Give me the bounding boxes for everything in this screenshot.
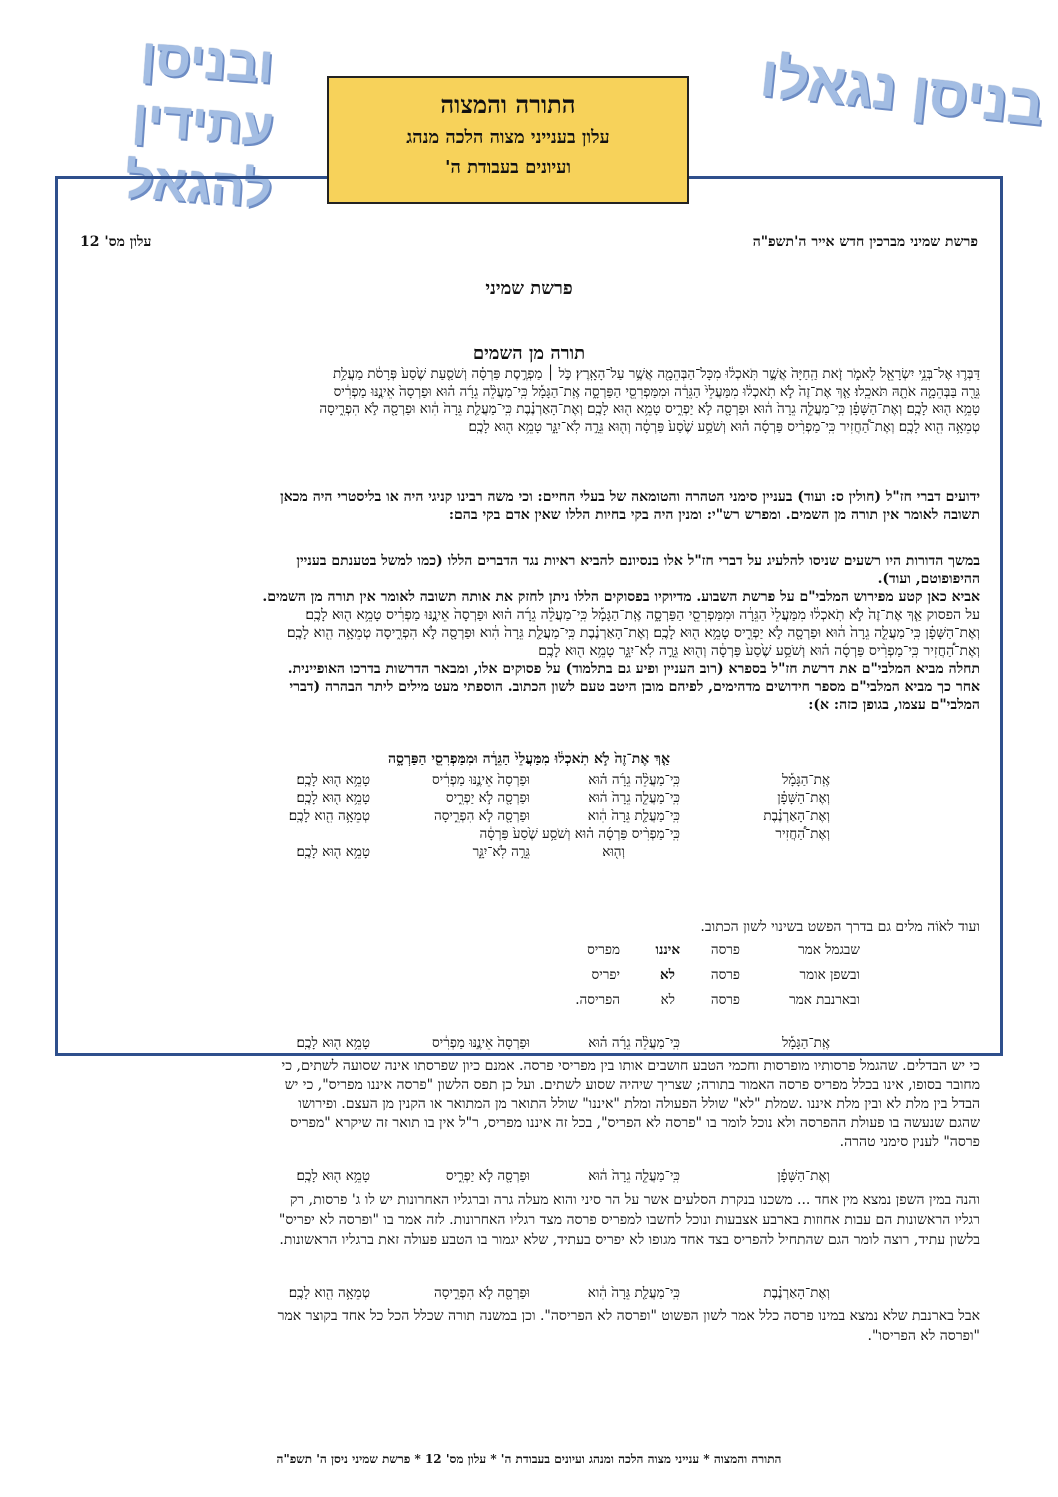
verse-line: גֵּרָ֖ה בַּבְּהֵמָ֑ה אֹתָ֖הּ תֹּאכֵֽלוּ׃ אַ֤ךְ אֶת־זֶה֙ לֹ֣א תֹֽאכְל֔וּ מִמַּעֲלֵי֙ הַגֵּרָ֔ה וּמִמַּפְרִסֵ֖י הַפַּרְסָ֑ה אֶֽת־הַגָּמָ֡ל כִּֽי־מַעֲלֵ֨ה גֵרָ֜ה ה֗וּא וּפַרְסָה֙ אֵינֶ֣נּוּ מַפְרִ֔יס	[333, 383, 980, 400]
verse-line: על הפסוק אַ֤ךְ אֶת־זֶה֙ לֹ֣א תֹֽאכְל֔וּ מִמַּעֲלֵי֙ הַגֵּרָ֔ה וּמִמַּפְרִסֵ֖י הַפַּרְסָ֑ה אֶֽת־הַגָּמָ֡ל כִּֽי־מַעֲלֵ֨ה גֵרָ֜ה ה֗וּא וּפַרְסָה֙ אֵינֶ֣נּוּ מַפְרִ֔יס טָמֵ֥א ה֖וּא לָכֶֽם׃	[305, 607, 980, 623]
word-row	[540, 942, 860, 967]
verse-cell: וְה֖וּא	[602, 844, 625, 860]
verse-cell: טְמֵאָ֥ה הִ֖וא לָכֶֽם׃	[288, 1285, 370, 1301]
text-line: המלבי"ם עצמו, בגופן כזה: א):	[808, 697, 980, 713]
verse-gamal	[150, 1035, 830, 1053]
verse-cell: טְמֵאָ֥ה הִ֖וא לָכֶֽם׃	[288, 808, 370, 824]
verse-row	[150, 790, 830, 808]
verse-cell: וּפַרְסָ֖ה לֹ֣א יַפְרִ֑יס	[445, 790, 530, 806]
verse-cell: טָמֵ֥א ה֖וּא לָכֶֽם׃	[296, 1168, 370, 1184]
verse-row	[150, 826, 830, 844]
text-line: ההיפופוטם, ועוד).	[877, 571, 980, 587]
verse-cell: כִּֽי־מַעֲלַ֤ת גֵּרָה֙ הִ֔וא	[587, 808, 680, 824]
text-line: שהגם שנעשה בו פעולת ההפרסה ולא נוכל לומר בו "פרסה לא הפריס", בכל זה איננו מפריס, ר"ל אין בו תואר זה שיקרא "מפריס	[290, 1115, 980, 1131]
word-cell: פרסה	[710, 942, 740, 958]
newsletter-title: התורה והמצוה	[440, 90, 576, 119]
word-cell: הפריסה.	[575, 992, 620, 1008]
decor-right-wordart: בניסן נגאלו	[757, 44, 1047, 137]
verse-line: וְאֶת־הַשָּׁפָ֗ן כִּֽי־מַעֲלֵ֤ה גֵרָה֙ ה֔וּא וּפַרְסָ֖ה לֹ֣א יַפְרִ֑יס טָמֵ֥א ה֖וּא לָכֶֽם׃ וְאֶת־הָאַרְנֶ֗בֶת כִּֽי־מַעֲלַ֤ת גֵּרָה֙ הִ֔וא וּפַרְסָ֖ה לֹ֣א הִפְרִ֑יסָה טְמֵאָ֥ה הִ֖וא לָכֶֽם׃	[286, 625, 980, 641]
verse-cell: טָמֵ֥א ה֖וּא לָכֶֽם׃	[296, 844, 370, 860]
verse-block	[76, 366, 980, 436]
word-row	[540, 967, 860, 992]
word-cell: מפריס	[587, 942, 620, 958]
verse-line: וְאֶת־הַ֠חֲזִיר כִּֽי־מַפְרִ֨יס פַּרְסָ֜ה ה֗וּא וְשֹׁסַ֥ע שֶׁ֙סַע֙ פַּרְסָ֔ה וְה֖וּא גֵּרָ֣ה לֹֽא־יִגָּ֑ר טָמֵ֥א ה֖וּא לָכֶֽם׃	[538, 643, 980, 659]
text-line: "ופרסה לא הפריסו".	[867, 1328, 980, 1344]
text-line: אחר כך מביא המלבי"ם מספר חידושים מדהימים, לפיהם מובן היטב טעם לשון הכתוב. הוספתי מעט מילים ליתר הבהרה (דברי	[289, 679, 980, 695]
verse-cell: וְאֶת־הַשָּׁפָ֗ן	[777, 790, 830, 806]
text-line: מחובר בסופו, אינו בכלל מפריס פרסה האמור בתורה; שצריך שיהיה שסוע לשתים. ועל כן תפס הלשון "פרסה איננו מפריס", כי יש	[284, 1077, 980, 1093]
verse-cell: וּפַרְסָה֙ אֵינֶ֣נּוּ מַפְרִ֔יס	[432, 772, 530, 788]
verse-row	[150, 808, 830, 826]
malbim-paragraph	[76, 552, 980, 714]
text-line: תחלה מביא המלבי"ם את דרשת חז"ל בספרא (רוב העניין ופיע גם בתלמוד) על פסוקים אלו, ומבאר הדרשות בדרכו האופיינית.	[287, 661, 980, 677]
verse-cell: וּפַרְסָ֖ה לֹ֣א יַפְרִ֑יס	[445, 1168, 530, 1184]
word-intro: ועוד לאֹוֹה מלים גם בדרך הפשט בשינוי לשון הכתוב.	[700, 919, 980, 935]
verse-line: דַּבְּר֛וּ אֶל־בְּנֵ֥י יִשְׂרָאֵ֖ל לֵאמֹ֑ר זֹ֤את הַֽחַיָּה֙ אֲשֶׁ֣ר תֹּֽאכְל֔וּ מִכָּל־הַבְּהֵמָ֖ה אֲשֶׁ֥ר עַל־הָאָֽרֶץ׃ כֹּ֣ל ׀ מַפְרֶ֣סֶת פַּרְסָ֗ה וְשֹׁסַ֤עַת שֶׁ֙סַע֙ פְּרָסֹ֔ת מַעֲלַ֥ת	[332, 366, 980, 382]
verse-row	[150, 844, 830, 862]
verse-cell: כִּֽי־מַעֲלַ֤ת גֵּרָה֙ הִ֔וא	[587, 1285, 680, 1301]
verse-cell: כִּֽי־מַעֲלֵ֤ה גֵרָה֙ ה֔וּא	[588, 790, 680, 806]
arnevet-paragraph	[76, 1306, 980, 1346]
intro-paragraph	[76, 488, 980, 524]
verse-cell: וְאֶת־הָאַרְנֶ֗בֶת	[763, 1285, 830, 1301]
issue-number: עלון מס' 12	[80, 234, 152, 250]
text-line: הבדל בין מלת לא ובין מלת איננו .שמלת "לא" שולל הפעולה ומלת "איננו" שולל התואר מן המתואר או הקנין מן העצם. ופירושו	[298, 1096, 980, 1112]
word-cell: פרסה	[710, 992, 740, 1008]
title-box	[327, 76, 689, 204]
text-line: כי יש הבדלים. שהגמל פרסותיו מופרסות וחכמי הטבע חושבים אותו בין מפריסי פרסה. אמנם כיון שפרסתו אינה שסועה לשתים, כי	[281, 1058, 980, 1074]
decor-left-line2: להגאל	[123, 151, 274, 218]
word-cell: יפריס	[591, 967, 620, 983]
word-cell: ובארנבת אמר	[789, 992, 860, 1008]
text-line: תשובה לאומר אין תורה מן השמים. ומפרש רש"י: ומנין היה בקי בחיות הללו שאין אדם בקי בהם:	[448, 507, 980, 523]
section-title: פרשת שמיני	[485, 278, 573, 299]
verse-cell: וְאֶת־הַשָּׁפָ֗ן	[777, 1168, 830, 1184]
verse-cell: טָמֵ֥א ה֖וּא לָכֶֽם׃	[296, 772, 370, 788]
verse-line: טָמֵ֥א ה֖וּא לָכֶֽם׃ וְאֶת־הַשָּׁפָ֗ן כִּֽי־מַעֲלֵ֤ה גֵרָה֙ ה֔וּא וּפַרְסָ֖ה לֹ֣א יַפְרִ֑יס טָמֵ֥א ה֖וּא לָכֶֽם׃ וְאֶת־הָאַרְנֶ֗בֶת כִּֽי־מַעֲלַ֤ת גֵּרָה֙ הִ֔וא וּפַרְסָ֖ה לֹ֣א הִפְרִ֑יסָה	[319, 401, 980, 417]
sub-title: תורה מן השמים	[472, 343, 586, 364]
text-line: אבל בארנבת שלא נמצא במינו פרסה כלל אמר לשון הפשוט "ופרסה לא הפריסה". וכן במשנה תורה שכלל הכל כל אחד בקוצר אמר	[277, 1308, 980, 1324]
verse-cell: טָמֵ֥א ה֖וּא לָכֶֽם׃	[296, 790, 370, 806]
verse-cell: אֶֽת־הַגָּמָ֡ל	[781, 1035, 830, 1051]
verse-arnevet	[150, 1285, 830, 1303]
word-row	[540, 992, 860, 1017]
text-line: רגליו הראשונות הם עבות אחוזות בארבע אצבעות ונוכל לחשבו למפריס פרסה מצד רגליו האחרונות. לזה אמר בו "ופרסה לא יפריס"	[278, 1212, 980, 1228]
verse-cell: אֶֽת־הַגָּמָ֡ל	[781, 772, 830, 788]
word-table	[540, 942, 860, 1017]
verse-row	[150, 772, 830, 790]
text-line: והנה במין השפן נמצא מין אחד ... משכנו בנקרת הסלעים אשר על הר סיני והוא מעלה גרה וברגליו האחרונות יש לו ג' פרסות, רק	[289, 1192, 980, 1208]
verse-cell: וּפַרְסָ֖ה לֹ֣א הִפְרִ֑יסָה	[433, 808, 530, 824]
shafan-paragraph	[76, 1190, 980, 1250]
verse-cell: וּפַרְסָ֖ה לֹ֣א הִפְרִ֑יסָה	[433, 1285, 530, 1301]
verse-table-header: אַ֤ךְ אֶת־זֶה֙ לֹ֣א תֹֽאכְל֔וּ מִמַּעֲלֵי֙ הַגֵּרָ֔ה וּמִמַּפְרִסֵ֖י הַפַּרְסָ֑ה	[387, 751, 671, 767]
word-cell: פרסה	[710, 967, 740, 983]
page-footer: התורה והמצוה * ענייני מצוה הלכה ומנהג ועיונים בעבודת ה' * עלון מס' 12 * פרשת שמיני ניסן ה' תשפ"ה	[276, 1452, 782, 1466]
text-line: במשך הדורות היו רשעים שניסו להלעיג על דברי חז"ל אלו בנסיונם להביא ראיות נגד הדברים הללו (כמו למשל בטענתם בעניין	[296, 553, 980, 569]
text-line: פרסה" לענין סימני טהרה.	[839, 1134, 980, 1150]
text-line: אביא כאן קטע מפירוש המלבי"ם על פרשת השבוע. מדיוקיו בפסוקים הללו ניתן לחזק את אותה תשובה לאומר אין תורה מן השמים.	[262, 589, 980, 605]
word-cell: שבגמל אמר	[798, 942, 860, 958]
text-line: ידועים דברי חז"ל (חולין ס: ועוד) בעניין סימני הטהרה והטומאה של בעלי החיים: וכי משה רבינו קניגי היה או בליסטרי היה מכאן	[280, 489, 980, 505]
word-cell: לא	[660, 992, 675, 1008]
verse-cell: כִּֽי־מַפְרִ֨יס פַּרְסָ֜ה ה֗וּא וְשֹׁסַ֥ע שֶׁ֙סַע֙ פַּרְסָ֔ה	[479, 826, 680, 842]
text-line: בלשון עתיד, רוצה לומר הגם שהתחיל להפריס בצד אחד מגופו לא יפריס בעתיד, שלא יגמור בו הטבע פעולה זאת ברגליו הראשונות.	[279, 1232, 980, 1248]
word-cell: איננו	[655, 942, 680, 958]
verse-cell: כִּֽי־מַעֲלֵ֤ה גֵרָה֙ ה֔וּא	[588, 1168, 680, 1184]
verse-shafan	[150, 1168, 830, 1186]
verse-cell: וְאֶת־הָאַרְנֶ֗בֶת	[763, 808, 830, 824]
word-cell: ובשפן אומר	[799, 967, 860, 983]
verse-cell: טָמֵ֥א ה֖וּא לָכֶֽם׃	[296, 1035, 370, 1051]
decor-left-line1: ובניסן עתידין	[130, 28, 276, 156]
newsletter-subtitle-1: עלון בענייני מצוה הלכה מנהג	[406, 127, 610, 148]
gamal-paragraph	[76, 1057, 980, 1152]
parasha-date: פרשת שמיני מברכין חדש אייר ה'תשפ"ה	[752, 234, 978, 250]
verse-table	[150, 772, 830, 862]
newsletter-subtitle-2: ועיונים בעבודת ה'	[444, 157, 572, 178]
verse-cell: כִּֽי־מַעֲלֵ֨ה גֵרָ֜ה ה֗וּא	[588, 772, 680, 788]
word-cell: לא	[660, 967, 675, 983]
verse-cell: כִּֽי־מַעֲלֵ֨ה גֵרָ֜ה ה֗וּא	[588, 1035, 680, 1051]
verse-line: טְמֵאָ֥ה הִ֖וא לָכֶֽם׃ וְאֶת־הַ֠חֲזִיר כִּֽי־מַפְרִ֨יס פַּרְסָ֜ה ה֗וּא וְשֹׁסַ֥ע שֶׁ֙סַע֙ פַּרְסָ֔ה וְה֖וּא גֵּרָ֣ה לֹֽא־יִגָּ֑ר טָמֵ֥א ה֖וּא לָכֶֽם׃	[468, 418, 980, 435]
verse-cell: וְאֶת־הַ֠חֲזִיר	[775, 826, 830, 842]
verse-cell: גֵּרָ֣ה לֹֽא־יִגָּ֑ר	[472, 844, 530, 860]
verse-cell: וּפַרְסָה֙ אֵינֶ֣נּוּ מַפְרִ֔יס	[432, 1035, 530, 1051]
